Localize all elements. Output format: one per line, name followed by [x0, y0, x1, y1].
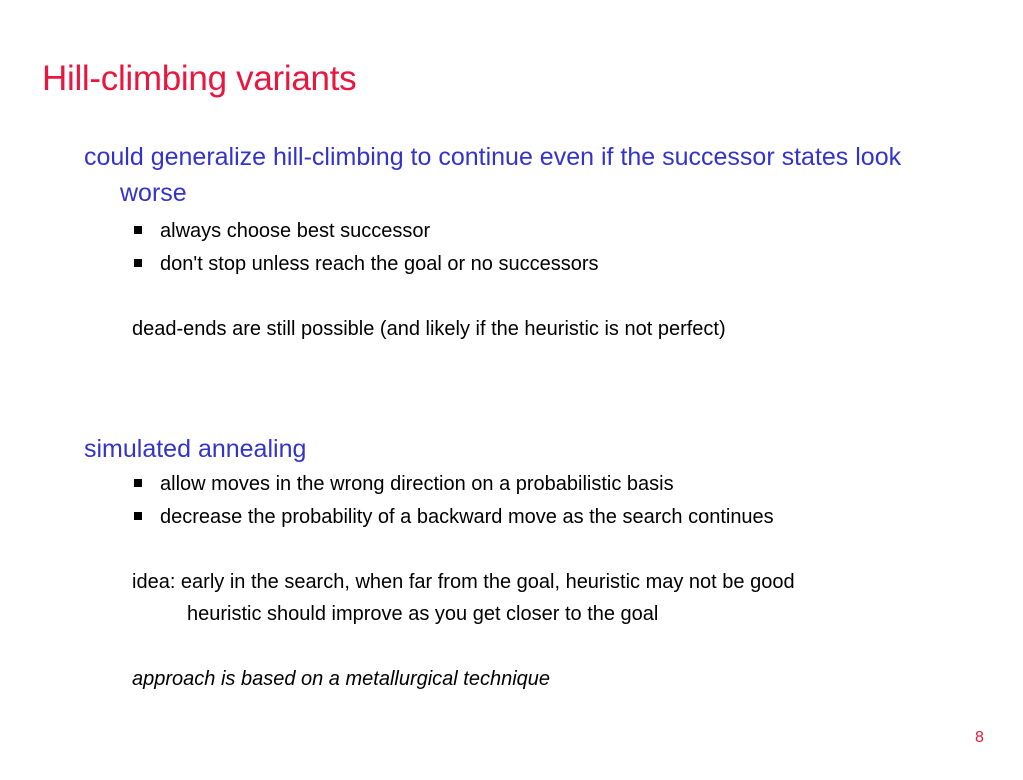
- bullet-text: allow moves in the wrong direction on a probabilistic basis: [160, 473, 674, 495]
- section1-note: dead-ends are still possible (and likely if the heuristic is not perfect): [132, 318, 726, 340]
- section1-heading-line2: worse: [120, 179, 187, 207]
- section2-bullet: [134, 470, 674, 498]
- page-number: 8: [975, 729, 984, 746]
- square-bullet-icon: [134, 259, 142, 267]
- section1-heading-line1: could generalize hill-climbing to continue even if the successor states look: [84, 143, 902, 171]
- bullet-text: decrease the probability of a backward move as the search continues: [160, 506, 774, 528]
- idea-line-2: heuristic should improve as you get closer to the goal: [187, 603, 659, 625]
- square-bullet-icon: [134, 479, 142, 487]
- section2-bullet: [134, 503, 774, 531]
- slide-title: Hill-climbing variants: [42, 59, 357, 98]
- bullet-text: always choose best successor: [160, 220, 431, 242]
- section1-heading: [84, 139, 984, 211]
- square-bullet-icon: [134, 512, 142, 520]
- section1-bullet: [134, 217, 430, 245]
- section1-bullet: [134, 250, 599, 278]
- section2-heading: simulated annealing: [84, 435, 307, 463]
- approach-note: approach is based on a metallurgical technique: [132, 668, 551, 690]
- bullet-text: don't stop unless reach the goal or no successors: [160, 253, 599, 275]
- square-bullet-icon: [134, 226, 142, 234]
- idea-line-1: idea: early in the search, when far from the goal, heuristic may not be good: [132, 571, 795, 593]
